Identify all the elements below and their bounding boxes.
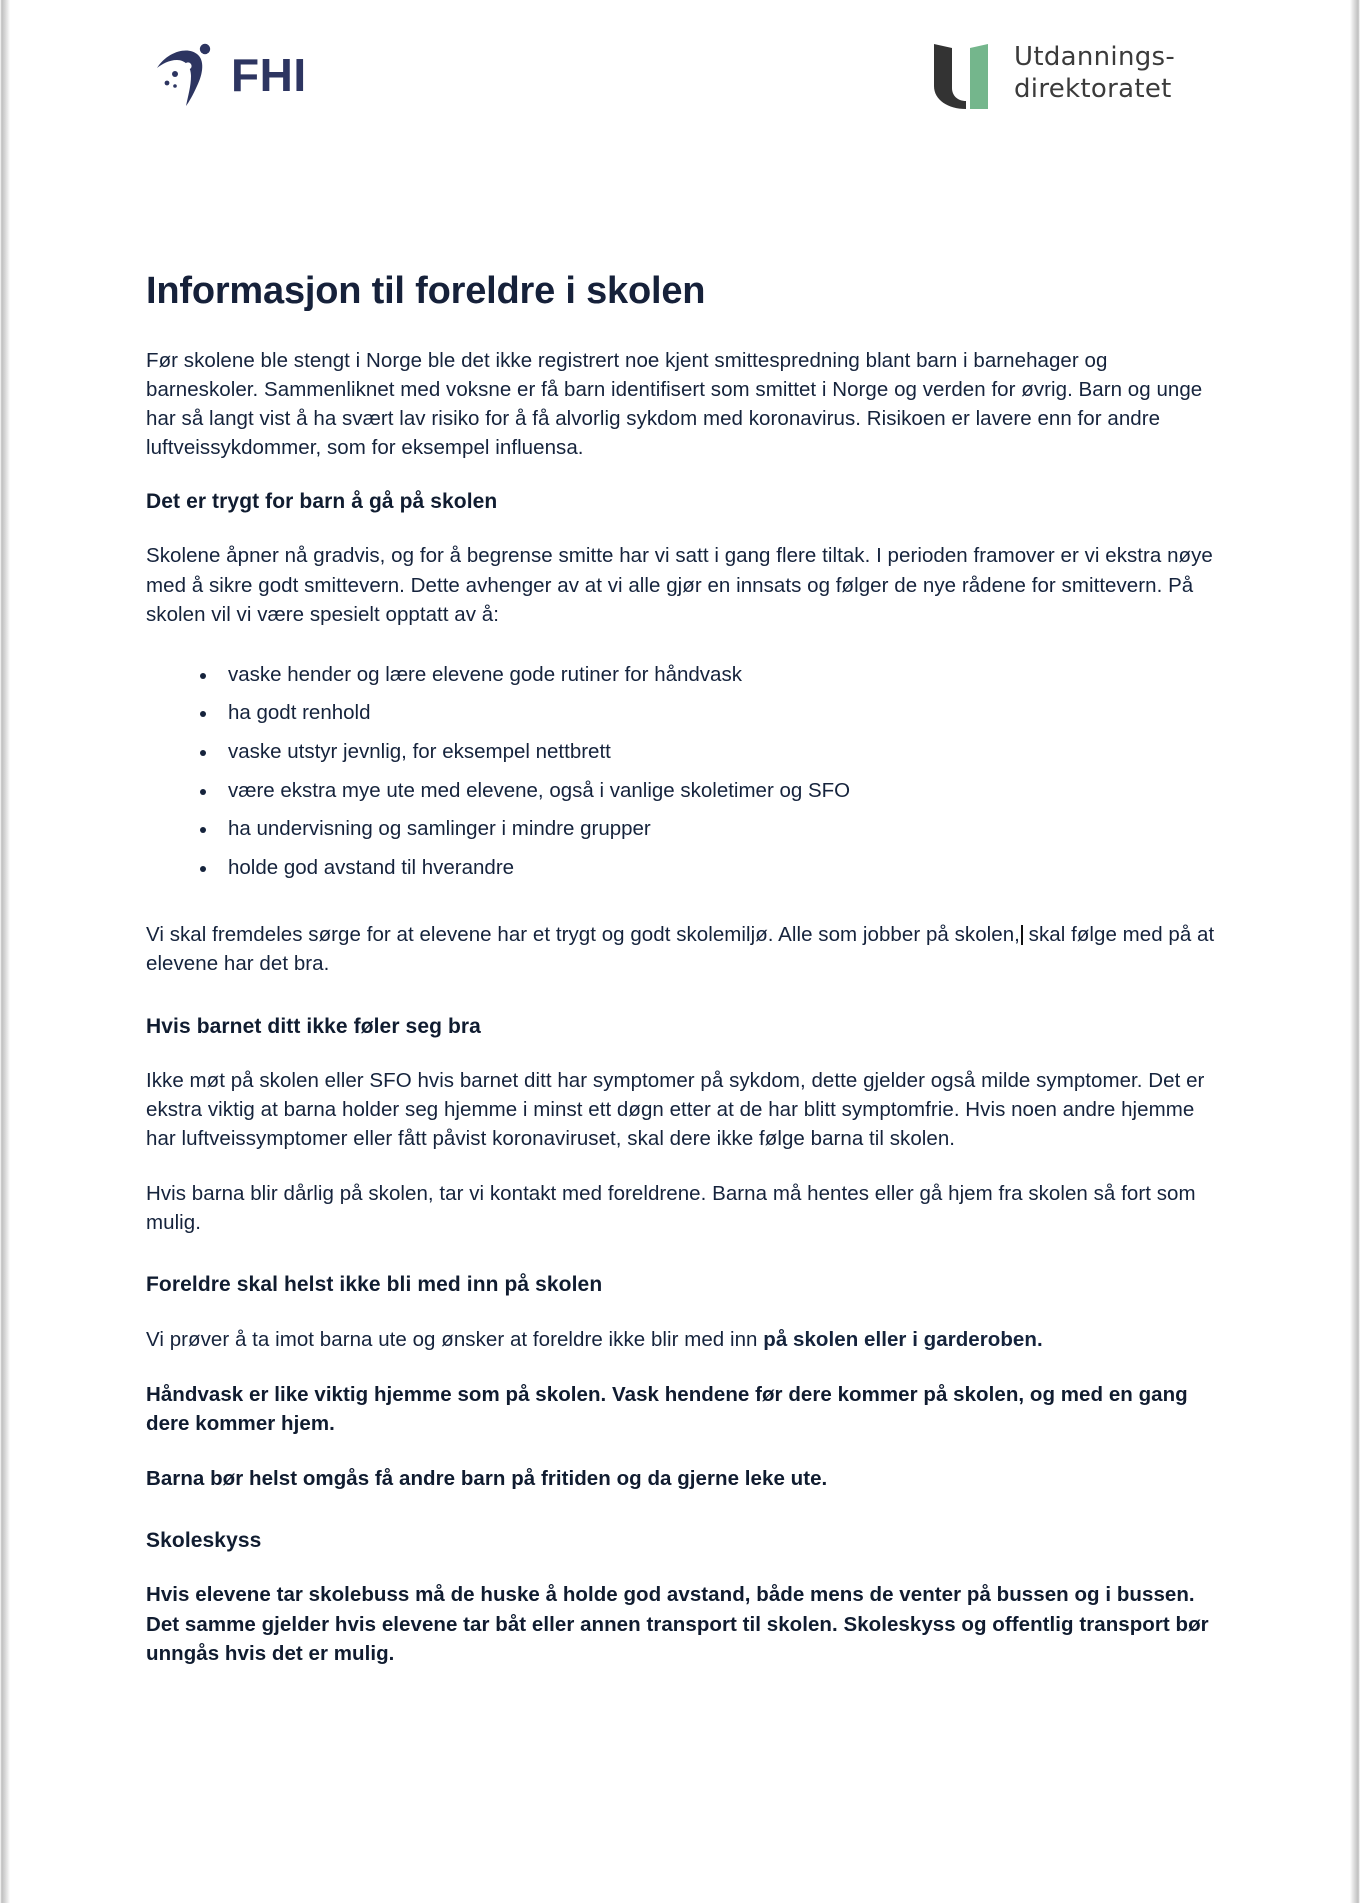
section-heading-skoleskyss: Skoleskyss	[146, 1529, 262, 1553]
section-paragraph-foreldre-1	[146, 1325, 1216, 1354]
fhi-swoosh-icon	[155, 42, 217, 108]
section-heading-foler-seg-bra: Hvis barnet ditt ikke føler seg bra	[146, 1014, 481, 1038]
page-sheet	[10, 0, 1350, 1903]
udir-u-icon	[928, 38, 1000, 110]
section-paragraph-foler-2: Hvis barna blir dårlig på skolen, tar vi kontakt med foreldrene. Barna må hentes eller gå hjem fra skolen så fort som mulig.	[146, 1182, 1196, 1235]
udir-wordmark-line2: direktoratet	[1014, 73, 1172, 104]
list-item: ha godt renhold	[192, 701, 1216, 726]
section-paragraph-foler-1: Ikke møt på skolen eller SFO hvis barnet ditt har symptomer på sykdom, dette gjelder også milde symptomer. Det er ekstra viktig at barna holder seg hjemme i minst ett døgn etter at de har blitt symptomfrie. Hvis noen andre hjemme har luftveissymptomer eller fått påvist koronaviruset, skal dere ikke følge barna til skolen.	[146, 1068, 1205, 1151]
list-item: være ekstra mye ute med elevene, også i vanlige skoletimer og SFO	[192, 779, 1216, 804]
intro-paragraph: Før skolene ble stengt i Norge ble det ikke registrert noe kjent smittespredning blant barn i barnehager og barneskoler. Sammenliknet med voksne er få barn identifisert som smittet i Norge og verden for øvrig. Barn og unge har så langt vist å ha svært lav risiko for å få alvorlig sykdom med koronavirus. Risikoen er lavere enn for andre luftveissykdommer, som for eksempel influensa.	[146, 348, 1203, 460]
section-heading-trygt: Det er trygt for barn å gå på skolen	[146, 490, 498, 514]
list-item: vaske hender og lære elevene gode rutiner for håndvask	[192, 663, 1216, 688]
closing-paragraph-text: Vi skal fremdeles sørge for at elevene har et trygt og godt skolemiljø. Alle som jobber på skolen, skal følge med på at elevene har det bra.	[146, 923, 1215, 976]
udir-wordmark	[1014, 38, 1175, 105]
document-body	[146, 270, 1216, 1694]
tiltak-bullet-list	[146, 663, 1216, 881]
list-item: holde god avstand til hverandre	[192, 856, 1216, 881]
page-left-edge	[0, 0, 10, 1903]
udir-wordmark-line1: Utdannings-	[1014, 42, 1176, 72]
page-right-edge	[1350, 0, 1360, 1903]
fhi-logo	[155, 42, 307, 108]
section-closing-paragraph-trygt	[146, 920, 1216, 978]
section-paragraph-foreldre-2: Håndvask er like viktig hjemme som på skolen. Vask hendene før dere kommer på skolen, og med en gang dere kommer hjem.	[146, 1382, 1188, 1435]
document-header	[10, 0, 1350, 150]
section-paragraph-foreldre-3: Barna bør helst omgås få andre barn på fritiden og da gjerne leke ute.	[146, 1467, 828, 1490]
fhi-wordmark: FHI	[231, 49, 307, 101]
page-title: Informasjon til foreldre i skolen	[146, 270, 706, 312]
foreldre-paragraph-bold: på skolen eller i garderoben.	[763, 1327, 1043, 1351]
list-item: ha undervisning og samlinger i mindre grupper	[192, 817, 1216, 842]
udir-logo	[928, 38, 1175, 110]
section-heading-foreldre-inn: Foreldre skal helst ikke bli med inn på skolen	[146, 1273, 603, 1297]
foreldre-paragraph-plain: Vi prøver å ta imot barna ute og ønsker at foreldre ikke blir med inn	[146, 1327, 764, 1351]
section-paragraph-trygt: Skolene åpner nå gradvis, og for å begrense smitte har vi satt i gang flere tiltak. I perioden framover er vi ekstra nøye med å sikre godt smittevern. Dette avhenger av at vi alle gjør en innsats og følger de nye rådene for smittevern. På skolen vil vi være spesielt opptatt av å:	[146, 544, 1213, 626]
section-paragraph-skoleskyss: Hvis elevene tar skolebuss må de huske å holde god avstand, både mens de venter på bussen og i bussen. Det samme gjelder hvis elevene tar båt eller annen transport til skolen. Skoleskyss og offentlig transport bør unngås hvis det er mulig.	[146, 1583, 1209, 1665]
text-caret	[1021, 925, 1023, 945]
list-item: vaske utstyr jevnlig, for eksempel nettbrett	[192, 740, 1216, 765]
